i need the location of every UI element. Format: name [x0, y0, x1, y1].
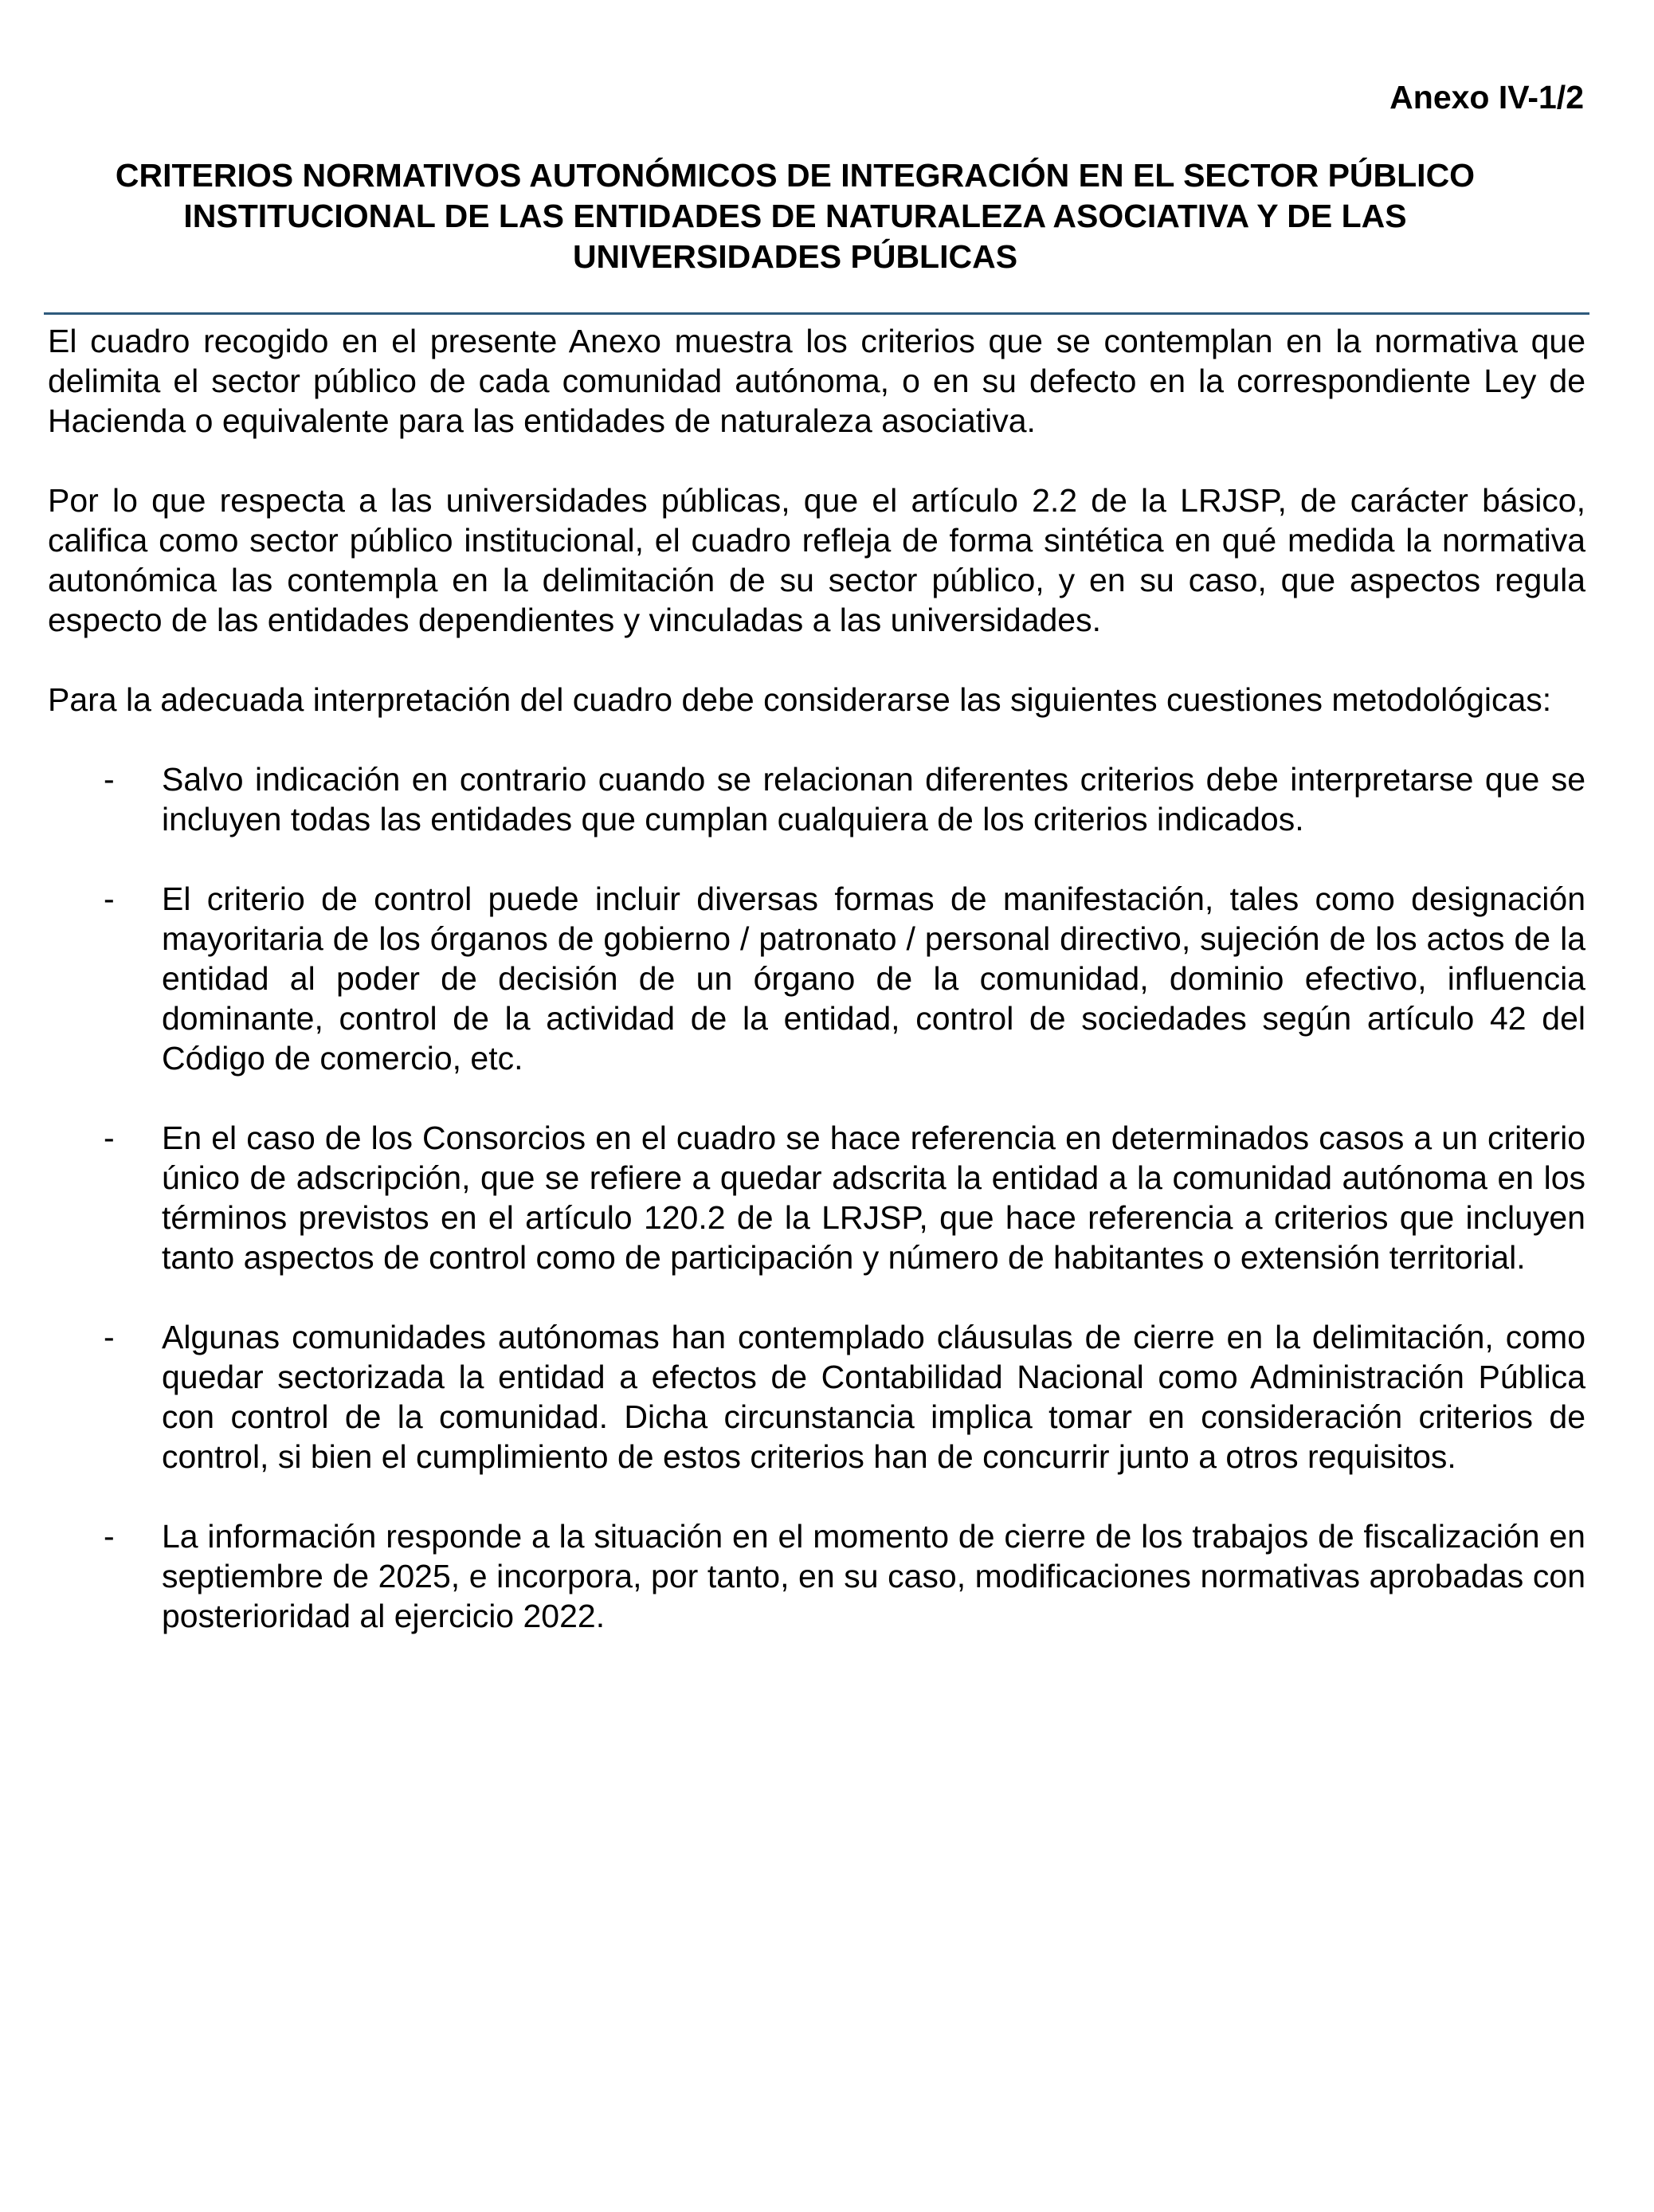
intro-paragraph: El cuadro recogido en el presente Anexo muestra los criterios que se contemplan en la normativa que delimita el sector público de cada comunidad autónoma, o en su defecto en la correspondiente Ley de Hacienda o equivalente para las entidades de naturaleza asociativa. [48, 323, 1585, 439]
document-title [44, 155, 1546, 277]
list-item [48, 759, 1585, 839]
methodology-paragraph: Para la adecuada interpretación del cuadro debe considerarse las siguientes cuestiones metodológicas: [48, 681, 1552, 718]
document-title-line: CRITERIOS NORMATIVOS AUTONÓMICOS DE INTEGRACIÓN EN EL SECTOR PÚBLICO [115, 157, 1476, 194]
list-item-text: El criterio de control puede incluir diversas formas de manifestación, tales como designación mayoritaria de los órganos de gobierno / patronato / personal directivo, sujeción de los actos de la entidad al poder de decisión de un órgano de la comunidad, dominio efectivo, influencia dominante, control de la actividad de la entidad, control de sociedades según artículo 42 del Código de comercio, etc. [162, 880, 1585, 1077]
list-item-text: Algunas comunidades autónomas han contemplado cláusulas de cierre en la delimitación, como quedar sectorizada la entidad a efectos de Contabilidad Nacional como Administración Pública con control de la comunidad. Dicha circunstancia implica tomar en consideración criterios de control, si bien el cumplimiento de estos criterios han de concurrir junto a otros requisitos. [162, 1319, 1585, 1475]
bullet-dash: - [104, 761, 115, 798]
title-divider [44, 312, 1589, 315]
list-item [48, 1317, 1585, 1477]
list-item [48, 879, 1585, 1078]
annex-label: Anexo IV-1/2 [1389, 79, 1584, 116]
document-title-line: UNIVERSIDADES PÚBLICAS [572, 238, 1018, 275]
bullet-dash: - [104, 1319, 115, 1355]
list-item [48, 1516, 1585, 1636]
bullet-dash: - [104, 1518, 115, 1555]
list-item-text: En el caso de los Consorcios en el cuadro se hace referencia en determinados casos a un criterio único de adscripción, que se refiere a quedar adscrita la entidad a la comunidad autónoma en los términos previstos en el artículo 120.2 de la LRJSP, que hace referencia a criterios que incluyen tanto aspectos de control como de participación y número de habitantes o extensión territorial. [162, 1120, 1585, 1276]
document-title-line: INSTITUCIONAL DE LAS ENTIDADES DE NATURALEZA ASOCIATIVA Y DE LAS [183, 198, 1407, 234]
document-body [48, 321, 1585, 1676]
methodology-list [48, 759, 1585, 1636]
list-item [48, 1118, 1585, 1277]
list-item-text: La información responde a la situación en el momento de cierre de los trabajos de fiscalización en septiembre de 2025, e incorpora, por tanto, en su caso, modificaciones normativas aprobadas con posterioridad al ejercicio 2022. [162, 1518, 1585, 1634]
list-item-text: Salvo indicación en contrario cuando se relacionan diferentes criterios debe interpretarse que se incluyen todas las entidades que cumplan cualquiera de los criterios indicados. [162, 761, 1585, 837]
bullet-dash: - [104, 880, 115, 917]
universities-paragraph: Por lo que respecta a las universidades públicas, que el artículo 2.2 de la LRJSP, de carácter básico, califica como sector público institucional, el cuadro refleja de forma sintética en qué medida la normativa autonómica las contempla en la delimitación de su sector público, y en su caso, que aspectos regula especto de las entidades dependientes y vinculadas a las universidades. [48, 482, 1585, 638]
bullet-dash: - [104, 1120, 115, 1156]
